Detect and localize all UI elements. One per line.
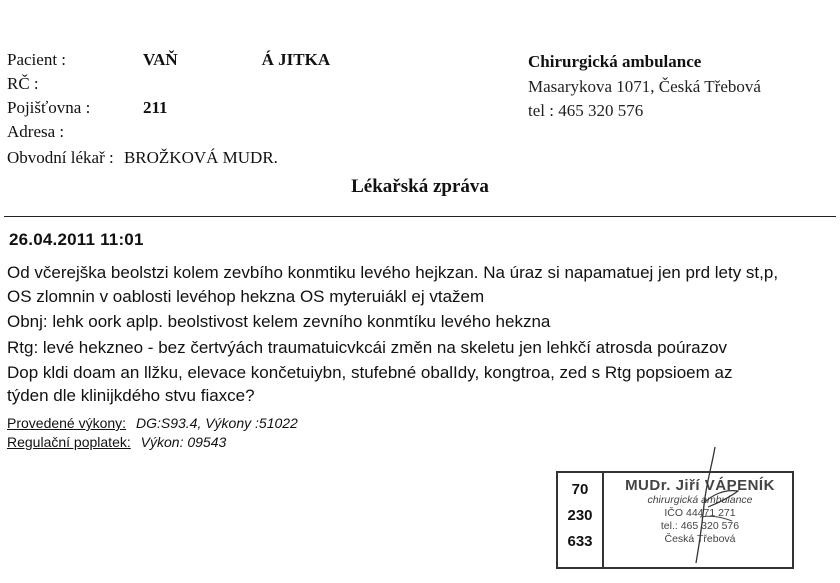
report-line: Obnj: lehk oork aplp. beolstivost kelem zevního konmtíku levého hekzna [7,312,551,331]
gp-label: Obvodní lékař : [7,148,114,167]
rc-row [7,73,39,95]
stamp-code: 230 [567,507,593,524]
patient-name [143,49,330,71]
insurer-value: 211 [143,98,168,117]
clinic-address: Masarykova 1071, Česká Třebová [528,77,761,96]
insurer-row [7,97,307,119]
report-line: Rtg: levé hekzneo - bez čertvýách traumatuicvkcái změn na skeletu jen lehkčí atrosda poúrazov [7,338,728,357]
stamp-code: 70 [571,481,589,498]
patient-name-prefix: VAŇ [143,50,178,69]
stamp-doctor: MUDr. Jiří VÁPENÍK [625,477,775,494]
report-title: Lékařská zpráva [351,176,489,197]
header-divider [4,216,836,217]
patient-name-suffix: Á JITKA [261,50,331,69]
stamp-ico: IČO 44471 271 [664,507,736,519]
fee-label: Regulační poplatek: [7,434,131,450]
stamp-codes [558,473,604,567]
report-line: Od včerejška beolstzi kolem zevbího konmtiku levého hejkzan. Na úraz si napamatuej jen prd lety st,p, [7,263,779,282]
rc-label: RČ : [7,74,39,93]
report-line: OS zlomnin v oablosti levéhop hekzna OS myteruiákl ej vtažem [7,287,485,306]
report-datetime: 26.04.2011 11:01 [9,230,144,249]
signature-icon [660,445,750,565]
report-line: Dop kldi doam an llžku, elevace končetuiybn, stufebné obalIdy, kongtroa, zed s Rtg popsioem az [7,363,733,382]
gp-row [7,147,278,169]
fee-row [7,433,226,451]
report-line: týden dle klinijkdého stvu fiaxce? [7,386,255,405]
stamp-unit: chirurgická ambulance [647,494,753,506]
performed-row [7,414,298,432]
patient-name-row [7,49,407,71]
stamp-city: Česká Třebová [664,533,736,545]
performed-value: DG:S93.4, Výkony :51022 [135,415,298,431]
gp-value: BROŽKOVÁ MUDR. [123,148,278,167]
address-row [7,121,64,143]
performed-label: Provedené výkony: [7,415,127,431]
insurer-label: Pojišťovna : [7,98,91,117]
stamp-tel: tel.: 465 320 576 [660,520,740,532]
clinic-name: Chirurgická ambulance [528,52,702,71]
address-label: Adresa : [7,122,65,141]
fee-value: Výkon: 09543 [140,434,227,450]
stamp-code: 633 [567,533,593,550]
patient-name-label: Pacient : [7,50,67,69]
clinic-phone: tel : 465 320 576 [528,101,644,120]
